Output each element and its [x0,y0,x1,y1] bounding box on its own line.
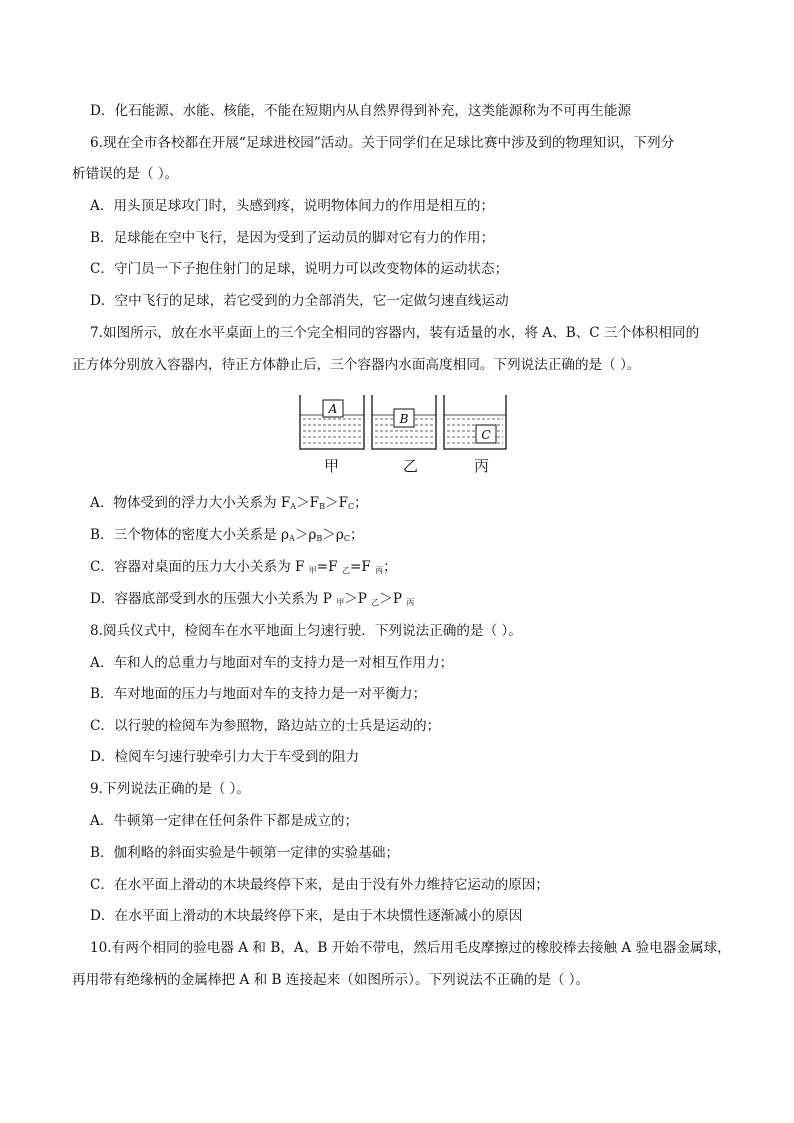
label-bing: 丙 [474,457,490,475]
q9-option-d: D．在水平面上滑动的木块最终停下来，是由于木块惯性逐渐减小的原因 [90,908,523,924]
q8-option-a: A．车和人的总重力与地面对车的支持力是一对相互作用力； [90,655,454,671]
q9-stem: 9.下列说法正确的是（ ）。 [90,781,251,797]
q7-stem-line2: 正方体分别放入容器内，待正方体静止后，三个容器内水面高度相同。下列说法正确的是（ ）。 [72,357,641,373]
q7-stem-line1: 7.如图所示，放在水平桌面上的三个完全相同的容器内，装有适量的水，将 A、B、C 三个体积相同的 [90,325,700,341]
block-c-label: C [481,428,491,442]
q6-option-b: B．足球能在空中飞行，是因为受到了运动员的脚对它有力的作用； [90,230,495,246]
q8-option-b: B．车对地面的压力与地面对车的支持力是一对平衡力； [90,686,427,702]
q10-stem-line2: 再用带有绝缘柄的金属棒把 A 和 B 连接起来（如图所示）。下列说法不正确的是（ ）。 [72,972,590,988]
q9-option-c: C．在水平面上滑动的木块最终停下来，是由于没有外力维持它运动的原因； [90,877,549,893]
q6-stem-line1: 6.现在全市各校都在开展“足球进校园”活动。关于同学们在足球比赛中涉及到的物理知识，下列分 [90,135,675,151]
block-a-label: A [328,402,338,416]
q9-option-a: A．牛顿第一定律在任何条件下都是成立的； [90,813,359,829]
q8-option-d: D．检阅车匀速行驶牵引力大于车受到的阻力 [90,749,360,765]
q6-option-a: A．用头顶足球攻门时，头感到疼，说明物体间力的作用是相互的； [90,198,495,214]
q7-option-a: A．物体受到的浮力大小关系为 $F_A>F_B>F_C$； [90,495,368,511]
q10-stem-line1: 10.有两个相同的验电器 A 和 B，A、B 开始不带电，然后用毛皮摩擦过的橡胶棒去接触 A 验电器金属球， [90,940,731,956]
q6-option-c: C．守门员一下子抱住射门的足球，说明力可以改变物体的运动状态； [90,261,509,277]
block-b-label: B [399,412,409,426]
q6-stem-line2: 析错误的是（ ）。 [72,166,179,182]
q8-option-c: C．以行驶的检阅车为参照物，路边站立的士兵是运动的； [90,718,441,734]
container-bing [444,395,506,449]
label-yi: 乙 [403,457,419,475]
containers-diagram [298,393,508,455]
q8-stem: 8.阅兵仪式中，检阅车在水平地面上匀速行驶．下列说法正确的是（ ）。 [90,623,522,639]
q6-option-d: D．空中飞行的足球，若它受到的力全部消失，它一定做匀速直线运动 [90,293,509,309]
q7-option-b: B．三个物体的密度大小关系是 $\rho_A>\rho_B>\rho_C$； [90,527,364,543]
q7-option-d: D．容器底部受到水的压强大小关系为 P $_甲$＞P $_乙$＞P $_丙$ [90,591,415,607]
q7-option-c: C．容器对桌面的压力大小关系为 F $_甲$=F $_乙$=F $_丙$； [90,559,397,575]
label-jia: 甲 [324,457,340,475]
containers-figure [298,393,508,475]
q9-option-b: B．伽利略的斜面实验是牛顿第一定律的实验基础； [90,845,400,861]
q5-option-d: D．化石能源、水能、核能，不能在短期内从自然界得到补充，这类能源称为不可再生能源 [90,103,632,119]
